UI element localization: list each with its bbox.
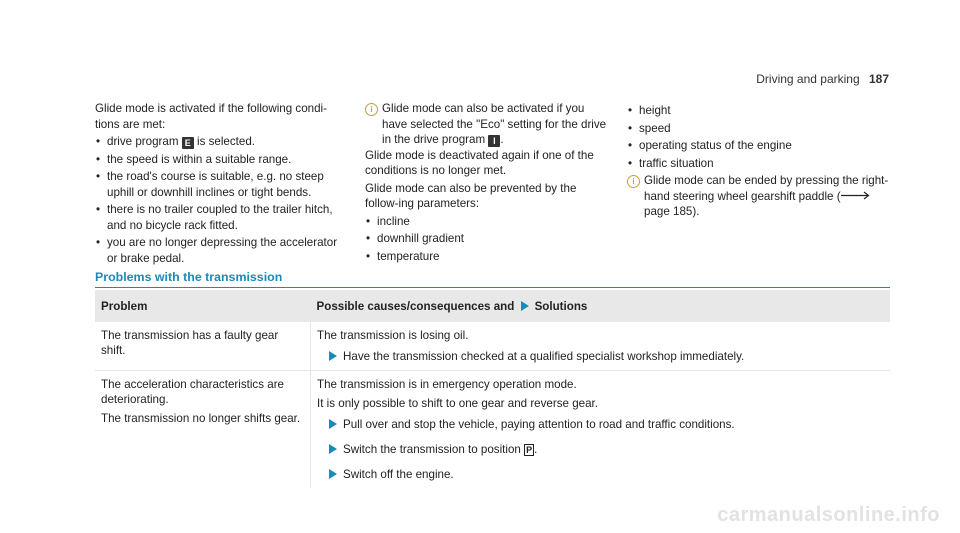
list-item: • operating status of the engine bbox=[627, 138, 890, 154]
gear-p-icon: P bbox=[526, 445, 533, 455]
list-item: • drive program E is selected. bbox=[95, 134, 350, 150]
list-item: • temperature bbox=[365, 249, 610, 265]
list-item: • downhill gradient bbox=[365, 231, 610, 247]
list-item: • height bbox=[627, 103, 890, 119]
play-triangle-icon bbox=[329, 444, 337, 454]
column-1 bbox=[95, 101, 350, 268]
glide-prevented-text: Glide mode can also be prevented by the follow-ing parameters: bbox=[365, 181, 577, 210]
note-eco: i Glide mode can also be activated if you have selected the "Eco" setting for the drive in the drive program I . bbox=[365, 101, 610, 148]
page-header bbox=[756, 72, 889, 86]
action-step: Pull over and stop the vehicle, paying attention to road and traffic conditions. bbox=[317, 417, 884, 432]
list-item: • incline bbox=[365, 214, 610, 230]
arrow-right-icon bbox=[841, 191, 871, 200]
column-header-causes: Possible causes/consequences and Solutions bbox=[311, 290, 891, 322]
play-triangle-icon bbox=[329, 351, 337, 361]
parameters-list-continued bbox=[627, 103, 890, 171]
watermark: carmanualsonline.info bbox=[717, 504, 940, 526]
list-item: • there is no trailer coupled to the trailer hitch, and no bicycle rack fitted. bbox=[95, 202, 350, 233]
play-triangle-icon bbox=[521, 301, 529, 311]
info-icon: i bbox=[627, 175, 640, 188]
column-3 bbox=[627, 101, 890, 220]
play-triangle-icon bbox=[329, 419, 337, 429]
glide-deactivated-text: Glide mode is deactivated again if one of the conditions is no longer met. bbox=[365, 148, 594, 177]
note-paddle: i Glide mode can be ended by pressing the right-hand steering wheel gearshift paddle ( page 185). bbox=[627, 173, 890, 220]
solution-cell: The transmission is losing oil. Have the transmission checked at a qualified specialist workshop immediately. bbox=[311, 322, 891, 371]
section-title: Problems with the transmission bbox=[95, 270, 283, 284]
drive-program-e-icon: E bbox=[182, 137, 194, 149]
info-icon: i bbox=[365, 103, 378, 116]
conditions-list bbox=[95, 134, 350, 266]
section-divider bbox=[95, 287, 890, 288]
problem-cell: The transmission has a faulty gear shift. bbox=[95, 322, 311, 371]
action-step: Switch the transmission to position P . bbox=[317, 442, 884, 457]
page-number: 187 bbox=[868, 72, 889, 86]
column-2 bbox=[365, 101, 610, 266]
table-row bbox=[95, 371, 890, 489]
table-header-row bbox=[95, 290, 890, 322]
list-item: • the speed is within a suitable range. bbox=[95, 152, 350, 168]
glide-intro: Glide mode is activated if the following condi-tions are met: bbox=[95, 102, 327, 131]
list-item: • traffic situation bbox=[627, 156, 890, 172]
parameters-list bbox=[365, 214, 610, 265]
drive-program-i-icon: I bbox=[488, 135, 500, 147]
solution-cell: The transmission is in emergency operation mode. It is only possible to shift to one gear and reverse gear. Pull over and stop the vehicle, paying attention to road and traffic conditions. Switch the transmission to position P . Switch off the engine. bbox=[311, 371, 891, 489]
table-row bbox=[95, 322, 890, 371]
action-step: Switch off the engine. bbox=[317, 467, 884, 482]
page-reference-link[interactable]: page 185). bbox=[644, 205, 700, 218]
problem-cell: The acceleration characteristics are deteriorating. The transmission no longer shifts gear. bbox=[95, 371, 311, 489]
column-header-problem: Problem bbox=[95, 290, 311, 322]
list-item: • speed bbox=[627, 121, 890, 137]
play-triangle-icon bbox=[329, 469, 337, 479]
transmission-problems-table bbox=[95, 290, 890, 488]
header-section: Driving and parking bbox=[756, 72, 860, 86]
list-item: • the road's course is suitable, e.g. no steep uphill or downhill inclines or tight bends. bbox=[95, 169, 350, 200]
action-step: Have the transmission checked at a qualified specialist workshop immediately. bbox=[317, 349, 884, 364]
list-item: • you are no longer depressing the accelerator or brake pedal. bbox=[95, 235, 350, 266]
